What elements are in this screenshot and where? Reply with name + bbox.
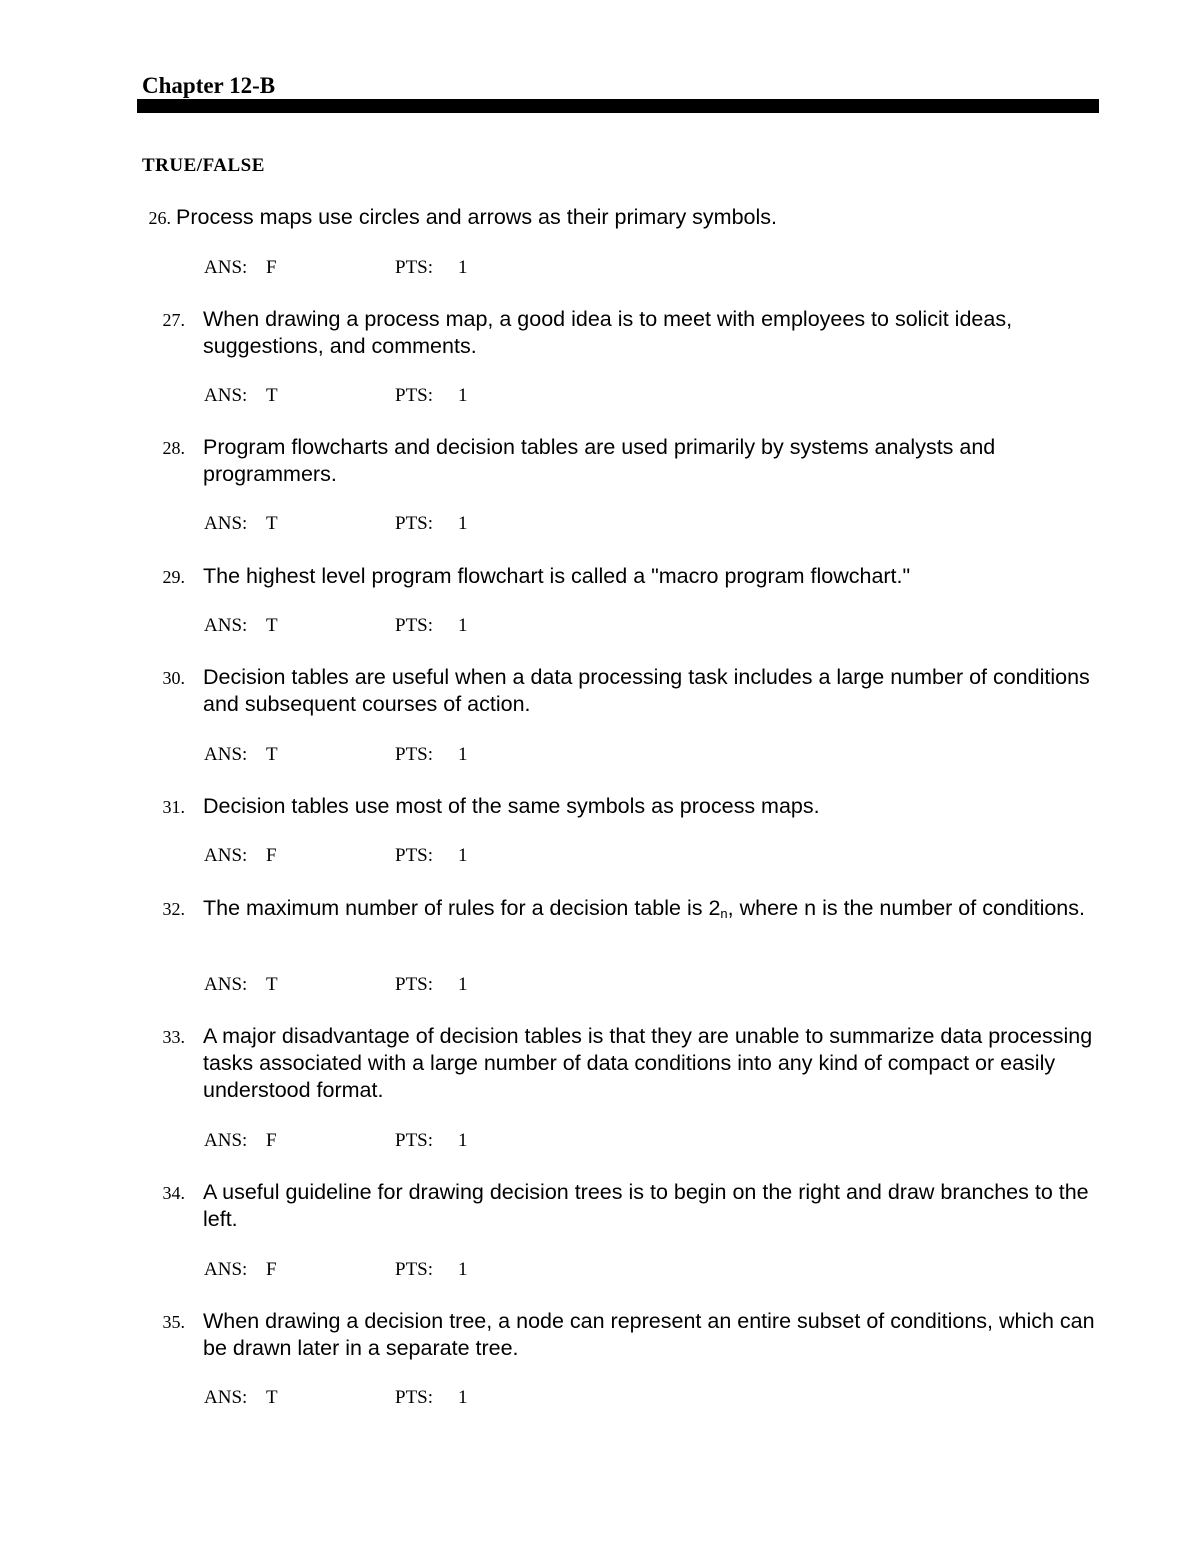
question-text: When drawing a decision tree, a node can represent an entire subset of conditions, which can be drawn later in a separate tree. [203,1309,1095,1360]
answer-value: T [266,974,278,995]
answer-row [0,1386,1200,1410]
answer-value: T [266,513,278,534]
answer-value: F [266,845,277,866]
points-label: PTS: [395,385,434,406]
answer-value: T [266,744,278,765]
question-number: 34. [162,1183,185,1203]
points-value: 1 [458,257,468,278]
answer-value: T [266,1387,278,1408]
chapter-title: Chapter 12-B [142,73,276,98]
section-heading: TRUE/FALSE [142,155,265,176]
points-value: 1 [458,385,468,406]
answer-row [0,512,1200,536]
answer-label: ANS: [204,1259,248,1280]
points-value: 1 [458,615,468,636]
question-text: Program flowcharts and decision tables are used primarily by systems analysts and programmers. [203,435,996,486]
points-label: PTS: [395,845,434,866]
question-number: 32. [162,899,185,919]
points-label: PTS: [395,1387,434,1408]
answer-value: F [266,1259,277,1280]
question-text: Process maps use circles and arrows as their primary symbols. [176,205,777,229]
question-number: 26. [148,208,171,228]
question-text [203,895,1103,922]
points-value: 1 [458,974,468,995]
question-number: 33. [162,1027,185,1047]
points-label: PTS: [395,974,434,995]
answer-row [0,1129,1200,1153]
points-value: 1 [458,1259,468,1280]
points-value: 1 [458,1387,468,1408]
answer-label: ANS: [204,257,248,278]
points-label: PTS: [395,1130,434,1151]
question-text-end: , where n is the number of conditions. [727,896,1085,920]
points-label: PTS: [395,513,434,534]
question-text: The highest level program flowchart is called a "macro program flowchart." [203,564,911,588]
answer-row [0,743,1200,767]
question-number: 29. [162,567,185,587]
answer-value: T [266,615,278,636]
answer-row [0,614,1200,638]
question-text: A major disadvantage of decision tables is that they are unable to summarize data processing tasks associated with a large number of data conditions into any kind of compact or easily understood format. [203,1024,1093,1102]
answer-row [0,973,1200,997]
question-text-subscript: n [720,906,728,921]
points-label: PTS: [395,1259,434,1280]
points-label: PTS: [395,257,434,278]
question-number: 28. [162,438,185,458]
answer-row [0,384,1200,408]
question-text: A useful guideline for drawing decision trees is to begin on the right and draw branches to the left. [203,1180,1089,1231]
question-text-start: The maximum number of rules for a decision table is 2 [203,896,721,920]
question-number: 31. [162,797,185,817]
answer-value: F [266,257,277,278]
answer-row [0,1258,1200,1282]
answer-value: T [266,385,278,406]
points-label: PTS: [395,744,434,765]
question-text: Decision tables use most of the same symbols as process maps. [203,794,820,818]
question-text: When drawing a process map, a good idea is to meet with employees to solicit ideas, suggestions, and comments. [203,307,1013,358]
title-rule [137,99,1099,113]
points-value: 1 [458,744,468,765]
answer-label: ANS: [204,845,248,866]
question-number: 27. [162,310,185,330]
points-label: PTS: [395,615,434,636]
answer-label: ANS: [204,974,248,995]
answer-row [0,844,1200,868]
answer-label: ANS: [204,385,248,406]
question-number: 30. [162,668,185,688]
points-value: 1 [458,845,468,866]
points-value: 1 [458,513,468,534]
answer-value: F [266,1130,277,1151]
answer-label: ANS: [204,615,248,636]
question-number: 35. [162,1312,185,1332]
answer-label: ANS: [204,1387,248,1408]
answer-label: ANS: [204,513,248,534]
answer-label: ANS: [204,744,248,765]
question-text: Decision tables are useful when a data processing task includes a large number of conditions and subsequent courses of action. [203,665,1090,716]
answer-row [0,256,1200,280]
points-value: 1 [458,1130,468,1151]
answer-label: ANS: [204,1130,248,1151]
